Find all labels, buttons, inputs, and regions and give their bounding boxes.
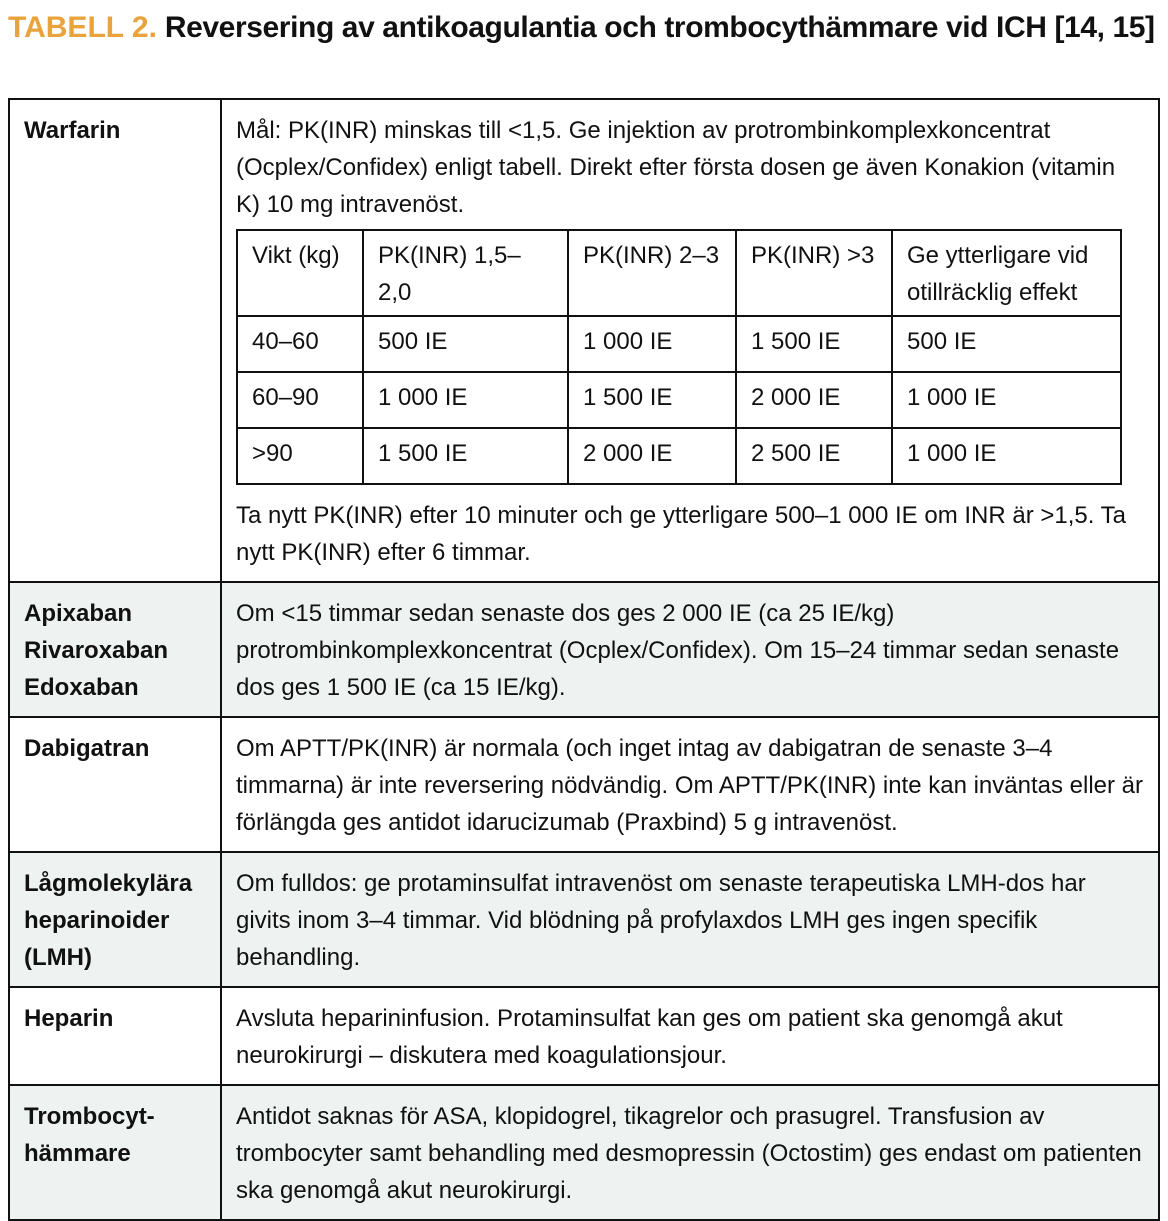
drug-name: Heparin <box>24 1005 114 1032</box>
drug-name: Edoxaban <box>24 674 139 701</box>
table-label: TABELL 2. <box>8 11 157 44</box>
table-row-dabigatran <box>9 717 1159 852</box>
warfarin-intro: Mål: PK(INR) minskas till <1,5. Ge injektion av protrombinkomplexkoncentrat (Ocplex/Confidex) enligt tabell. Direkt efter första dosen ge även Konakion (vitamin K) 10 mg intravenöst. <box>236 117 1116 218</box>
table-cell: 500 IE <box>892 316 1121 372</box>
drug-name: hämmare <box>24 1140 131 1167</box>
description-cell: Antidot saknas för ASA, klopidogrel, tikagrelor och prasugrel. Transfusion av trombocyter samt behandling med desmopressin (Octostim) ges endast om patienten ska genomgå akut neurokirurgi. <box>221 1085 1159 1220</box>
table-cell: 1 000 IE <box>568 316 736 372</box>
table-cell: 40–60 <box>237 316 363 372</box>
table-row-platelet-inhibitors <box>9 1085 1159 1220</box>
table-cell: 2 000 IE <box>736 372 892 428</box>
drug-cell <box>9 1085 221 1220</box>
drug-cell <box>9 582 221 717</box>
drug-cell <box>9 987 221 1085</box>
warfarin-outro: Ta nytt PK(INR) efter 10 minuter och ge ytterligare 500–1 000 IE om INR är >1,5. Ta nytt PK(INR) efter 6 timmar. <box>236 502 1126 566</box>
drug-cell <box>9 852 221 987</box>
drug-name: Apixaban <box>24 600 133 627</box>
table-cell: 2 000 IE <box>568 428 736 484</box>
table-title <box>8 6 1158 50</box>
table-cell: 1 000 IE <box>363 372 568 428</box>
dose-table-row <box>237 316 1121 372</box>
table-row-warfarin <box>9 99 1159 582</box>
column-header: PK(INR) >3 <box>736 230 892 316</box>
drug-name: Dabigatran <box>24 735 150 762</box>
column-header: PK(INR) 2–3 <box>568 230 736 316</box>
table-cell: 1 000 IE <box>892 428 1121 484</box>
table-row-xa-inhibitors <box>9 582 1159 717</box>
dose-table <box>236 229 1122 485</box>
table-cell: 1 500 IE <box>363 428 568 484</box>
drug-name: heparinoider <box>24 907 170 934</box>
table-cell: 1 000 IE <box>892 372 1121 428</box>
table-cell: 1 500 IE <box>736 316 892 372</box>
table-cell: 1 500 IE <box>568 372 736 428</box>
dose-table-row <box>237 372 1121 428</box>
table-row-lmh <box>9 852 1159 987</box>
dose-table-header <box>237 230 1121 316</box>
drug-cell <box>9 99 221 582</box>
table-cell: 60–90 <box>237 372 363 428</box>
column-header: PK(INR) 1,5–2,0 <box>363 230 568 316</box>
description-cell: Om APTT/PK(INR) är normala (och inget intag av dabigatran de senaste 3–4 timmarna) är inte reversering nödvändig. Om APTT/PK(INR) inte kan inväntas eller är förlängda ges antidot idarucizumab (Praxbind) 5 g intravenöst. <box>221 717 1159 852</box>
column-header: Ge ytterligare vid otillräcklig effekt <box>892 230 1121 316</box>
drug-cell <box>9 717 221 852</box>
description-cell: Om fulldos: ge protaminsulfat intravenöst om senaste terapeutiska LMH-dos har givits inom 3–4 timmar. Vid blödning på profylaxdos LMH ges ingen specifik behandling. <box>221 852 1159 987</box>
description-cell: Avsluta heparininfusion. Protaminsulfat kan ges om patient ska genomgå akut neurokirurgi – diskutera med koagulationsjour. <box>221 987 1159 1085</box>
table-cell: 2 500 IE <box>736 428 892 484</box>
table-heading: Reversering av antikoagulantia och trombocythämmare vid ICH [14, 15] <box>164 11 1155 44</box>
drug-name: Trombocyt- <box>24 1103 155 1130</box>
table-cell: 500 IE <box>363 316 568 372</box>
reversal-table <box>8 98 1160 1221</box>
table-row-heparin <box>9 987 1159 1085</box>
drug-name: Lågmolekylära <box>24 870 193 897</box>
column-header: Vikt (kg) <box>237 230 363 316</box>
description-cell <box>221 99 1159 582</box>
drug-name: Warfarin <box>24 117 121 144</box>
drug-name: Rivaroxaban <box>24 637 169 664</box>
drug-name: (LMH) <box>24 944 92 971</box>
table-cell: >90 <box>237 428 363 484</box>
dose-table-row <box>237 428 1121 484</box>
description-cell: Om <15 timmar sedan senaste dos ges 2 000 IE (ca 25 IE/kg) protrombinkomplexkoncentrat (Ocplex/Confidex). Om 15–24 timmar sedan senaste dos ges 1 500 IE (ca 15 IE/kg). <box>221 582 1159 717</box>
